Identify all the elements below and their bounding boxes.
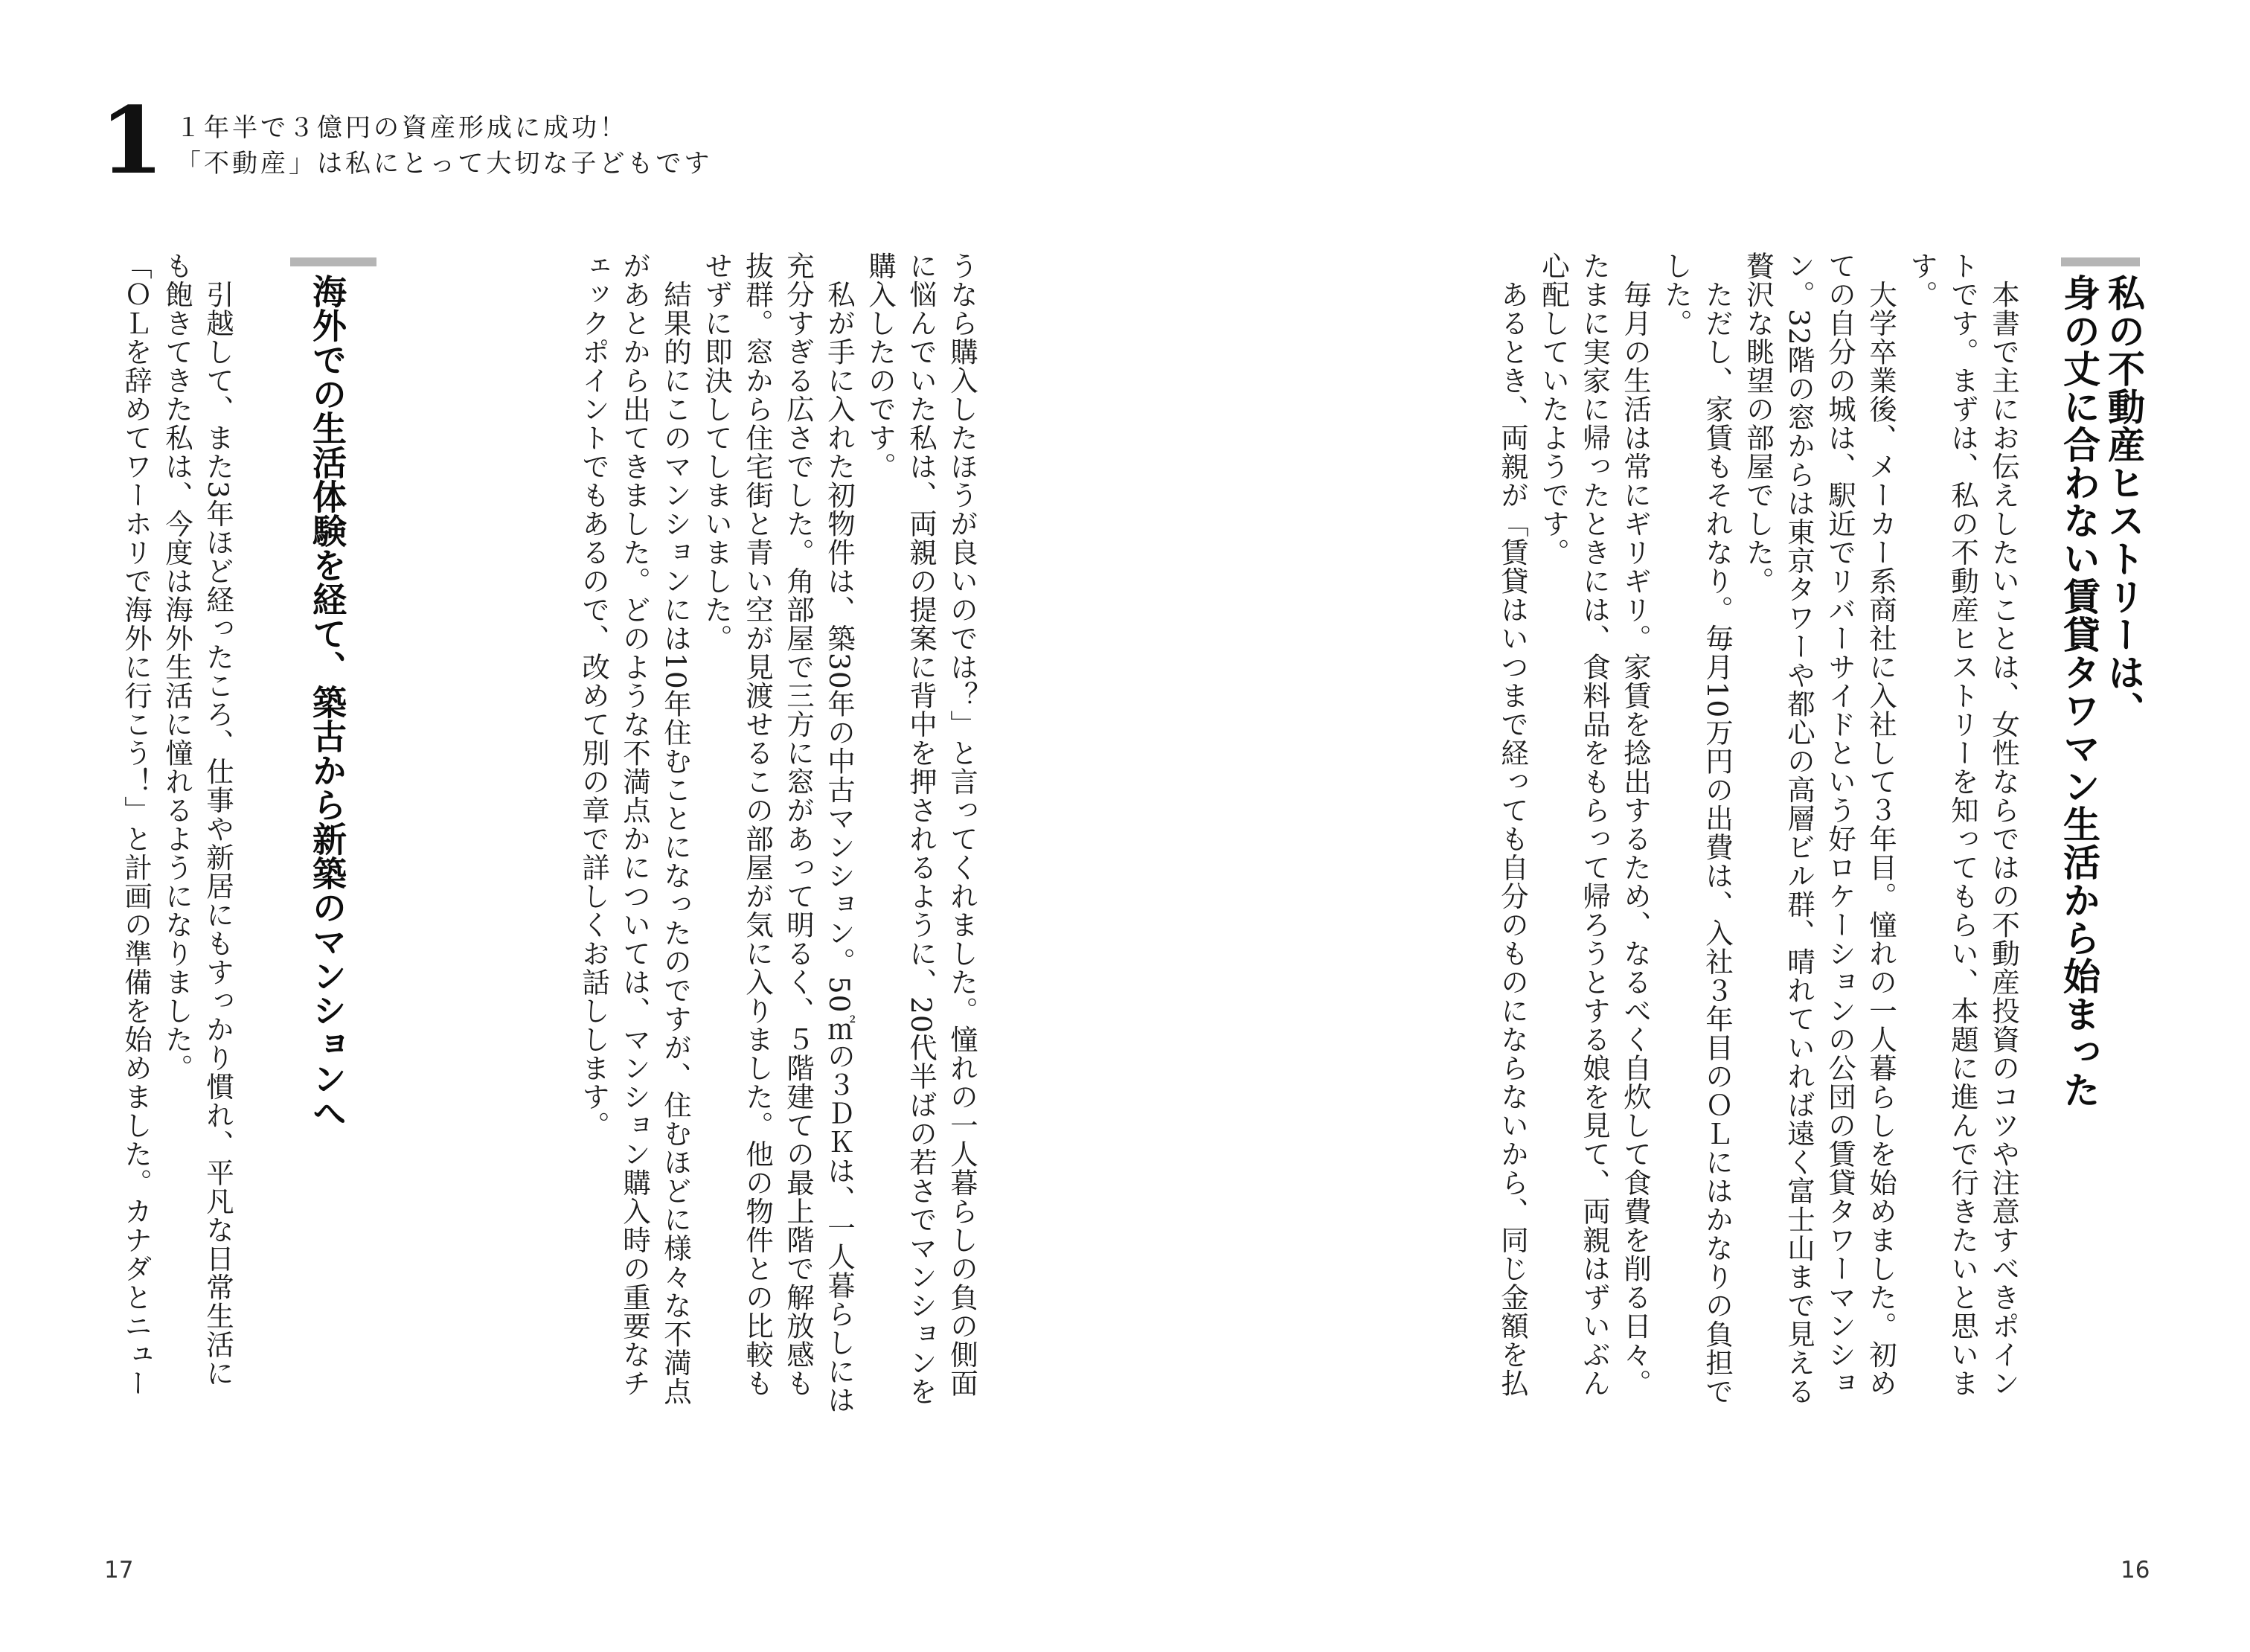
- body-line: 心配していたようです。: [1537, 252, 1570, 567]
- left-page-body-bottom: [104, 252, 238, 1502]
- body-line: した。: [1660, 252, 1693, 338]
- body-line: も飽きてきた私は、今度は海外生活に憧れるようになりました。: [161, 252, 193, 1083]
- body-line: 充分すぎる広さでした。角部屋で三方に窓があって明るく、５階建ての最上階で解放感も: [782, 252, 815, 1398]
- right-page-body: [1481, 252, 2024, 1502]
- body-line: 贅沢な眺望の部屋でした。: [1742, 252, 1775, 595]
- body-line: 本書で主にお伝えしたいことは、女性ならではの不動産投資のコツや注意すべきポイン: [1987, 252, 2020, 1398]
- body-line: トです。まずは、私の不動産ヒストリーを知ってもらい、本題に進んで行きたいと思いま: [1946, 252, 1979, 1398]
- body-line: 抜群。窓から住宅街と青い空が見渡せるこの部屋が気に入りました。他の物件との比較も: [741, 252, 774, 1398]
- body-line: ての自分の城は、駅近でリバーサイドという好ロケーションの公団の賃貸タワーマンショ: [1824, 252, 1856, 1398]
- body-line: たまに実家に帰ったときには、食料品をもらって帰ろうとする娘を見て、両親はずいぶん: [1578, 252, 1611, 1398]
- body-line: ただし、家賃もそれなり。毎月10万円の出費は、入社３年目のＯＬにはかなりの負担で: [1701, 252, 1734, 1406]
- body-line: に悩んでいた私は、両親の提案に背中を押されるように、20代半ばの若さでマンションを: [905, 252, 938, 1406]
- body-line: 購入したのです。: [864, 252, 897, 481]
- body-line: うなら購入したほうが良いのでは？」と言ってくれました。憧れの一人暮らしの負の側面: [946, 252, 978, 1398]
- body-line: ン。32階の窓からは東京タワーや都心の高層ビル群、晴れていれば遠く富士山まで見える: [1783, 252, 1815, 1406]
- body-line: あるとき、両親が「賃貸はいつまで経っても自分のものにならないから、同じ金額を払: [1496, 252, 1529, 1398]
- page-number-left: 17: [104, 1557, 134, 1584]
- heading-rule-left: [290, 257, 376, 266]
- body-line: 「ＯＬを辞めてワーホリで海外に行こう！」と計画の準備を始めました。カナダとニュー: [120, 252, 153, 1398]
- body-line: せずに即決してしまいました。: [700, 252, 733, 653]
- section-heading-right-line-2: 身の丈に合わない賃貸タワマン生活から始まった: [2057, 274, 2100, 1109]
- chapter-title: [176, 110, 905, 182]
- body-line: ェックポイントでもあるので、改めて別の章で詳しくお話しします。: [577, 252, 610, 1140]
- body-line: す。: [1906, 252, 1938, 309]
- body-line: 私が手に入れた初物件は、築30年の中古マンション。50㎡の３ＤＫは、一人暮らしには: [823, 252, 856, 1415]
- left-page-body-top: [417, 252, 982, 1502]
- body-line: 大学卒業後、メーカー系商社に入社して３年目。憧れの一人暮らしを始めました。初め: [1865, 252, 1897, 1398]
- chapter-number: 1: [100, 87, 164, 195]
- heading-rule-right: [2061, 257, 2140, 266]
- chapter-title-line-1: １年半で３億円の資産形成に成功！: [176, 113, 628, 143]
- section-heading-left-text: 海外での生活体験を経て、築古から新築のマンションへ: [307, 274, 347, 1130]
- section-heading-left: [305, 274, 350, 1531]
- body-line: があとから出てきました。どのような不満点かについては、マンション購入時の重要なチ: [618, 252, 651, 1398]
- page-number-right: 16: [2121, 1557, 2150, 1584]
- section-heading-right: [2057, 274, 2146, 1531]
- section-heading-right-line-1: 私の不動産ヒストリーは、: [2102, 274, 2145, 729]
- body-line: 毎月の生活は常にギリギリ。家賃を捻出するため、なるべく自炊して食費を削る日々。: [1619, 252, 1652, 1398]
- chapter-title-line-2: 「不動産」は私にとって大切な子どもです: [176, 149, 713, 179]
- body-line: 結果的にこのマンションには10年住むことになったのですが、住むほどに様々な不満点: [659, 252, 692, 1406]
- body-line: 引越して、また3年ほど経ったころ、仕事や新居にもすっかり慣れ、平凡な日常生活に: [202, 252, 234, 1388]
